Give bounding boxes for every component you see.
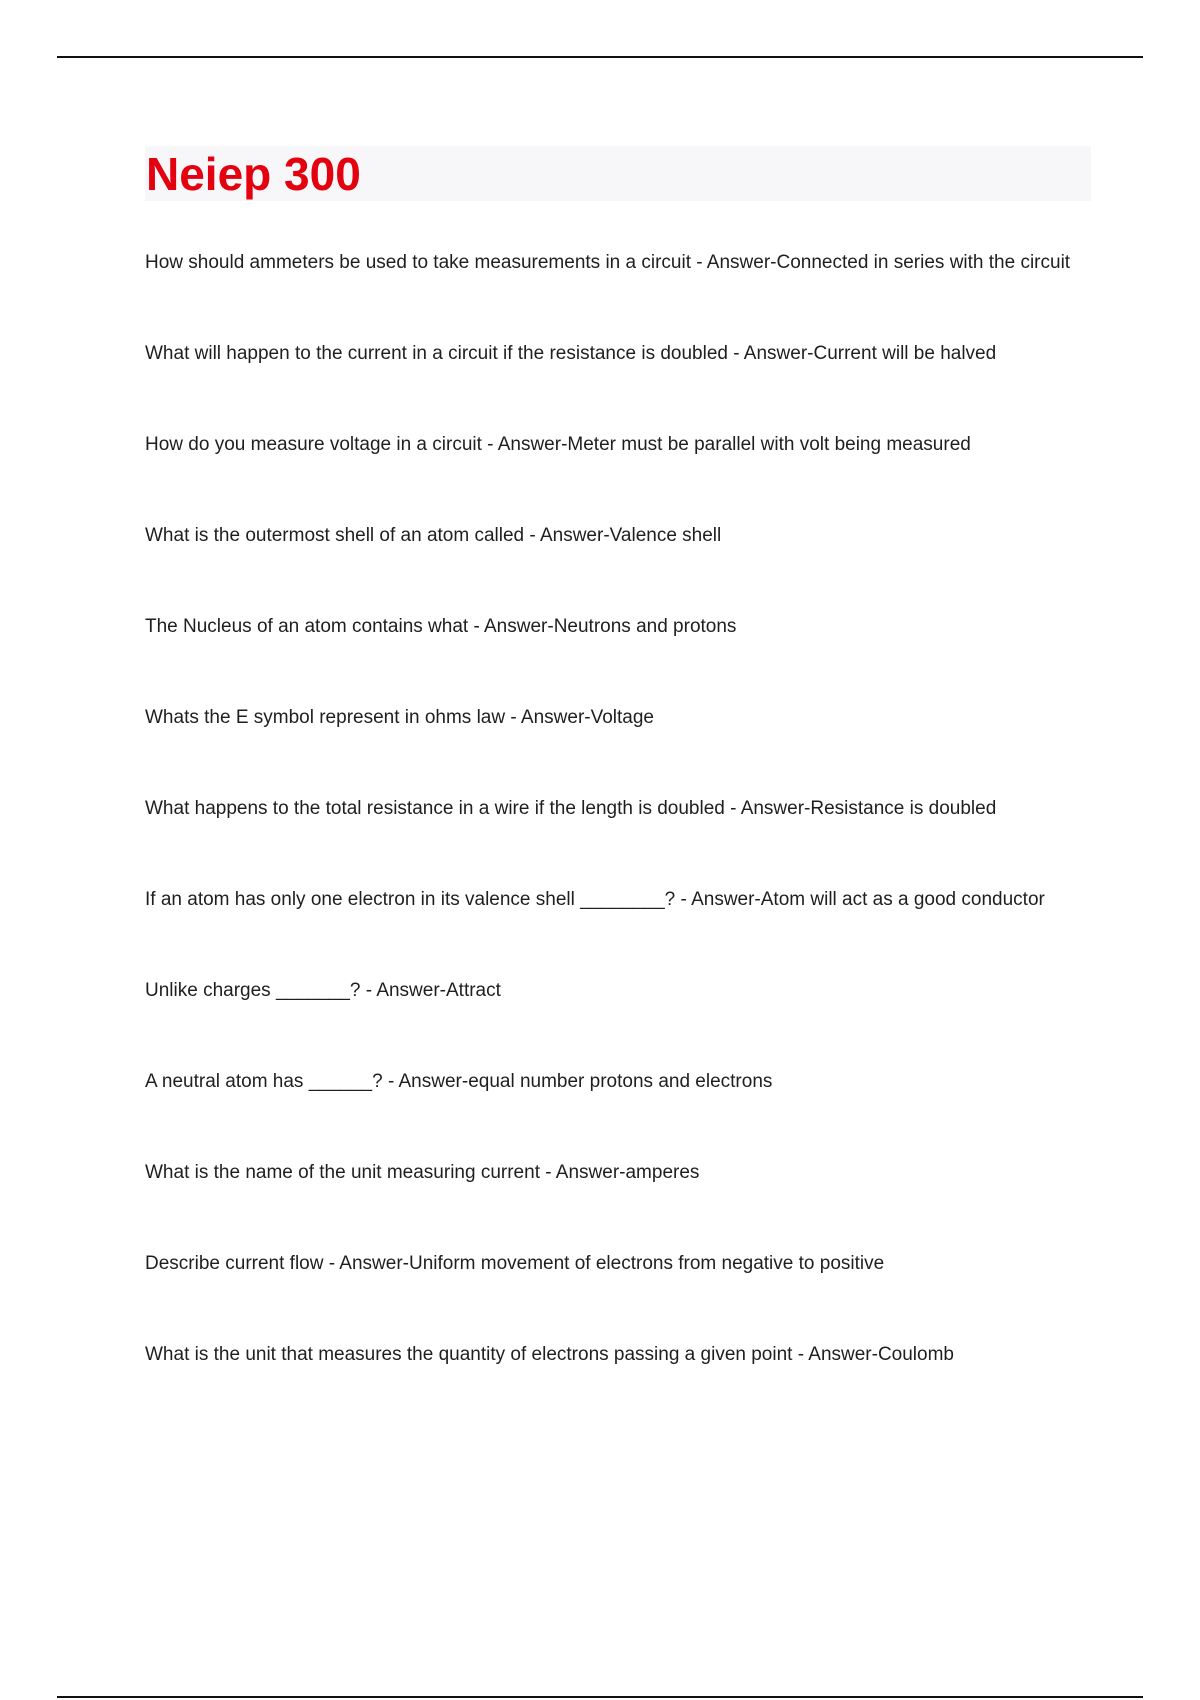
bottom-rule	[57, 1696, 1143, 1698]
qa-item: How do you measure voltage in a circuit - Answer-Meter must be parallel with volt being measured	[145, 434, 971, 455]
page-content	[145, 146, 1091, 1431]
qa-item: Describe current flow - Answer-Uniform movement of electrons from negative to positive	[145, 1253, 885, 1274]
document-title: Neiep 300	[146, 147, 361, 200]
qa-item: How should ammeters be used to take measurements in a circuit - Answer-Connected in series with the circuit	[145, 252, 1071, 273]
qa-item: A neutral atom has ______? - Answer-equal number protons and electrons	[145, 1071, 773, 1092]
qa-item: The Nucleus of an atom contains what - Answer-Neutrons and protons	[145, 616, 737, 637]
qa-item: What happens to the total resistance in a wire if the length is doubled - Answer-Resistance is doubled	[145, 798, 997, 819]
top-rule	[57, 56, 1143, 58]
qa-item: What is the outermost shell of an atom called - Answer-Valence shell	[145, 525, 722, 546]
qa-item: What will happen to the current in a circuit if the resistance is doubled - Answer-Current will be halved	[145, 343, 997, 364]
qa-item: What is the unit that measures the quantity of electrons passing a given point - Answer-Coulomb	[145, 1344, 954, 1365]
qa-item: Unlike charges _______? - Answer-Attract	[145, 980, 501, 1001]
qa-item: What is the name of the unit measuring current - Answer-amperes	[145, 1162, 700, 1183]
qa-item: If an atom has only one electron in its valence shell ________? - Answer-Atom will act as a good conductor	[145, 889, 1045, 910]
qa-item: Whats the E symbol represent in ohms law - Answer-Voltage	[145, 707, 655, 728]
qa-list	[145, 248, 1091, 1370]
title-bar	[145, 146, 1091, 201]
